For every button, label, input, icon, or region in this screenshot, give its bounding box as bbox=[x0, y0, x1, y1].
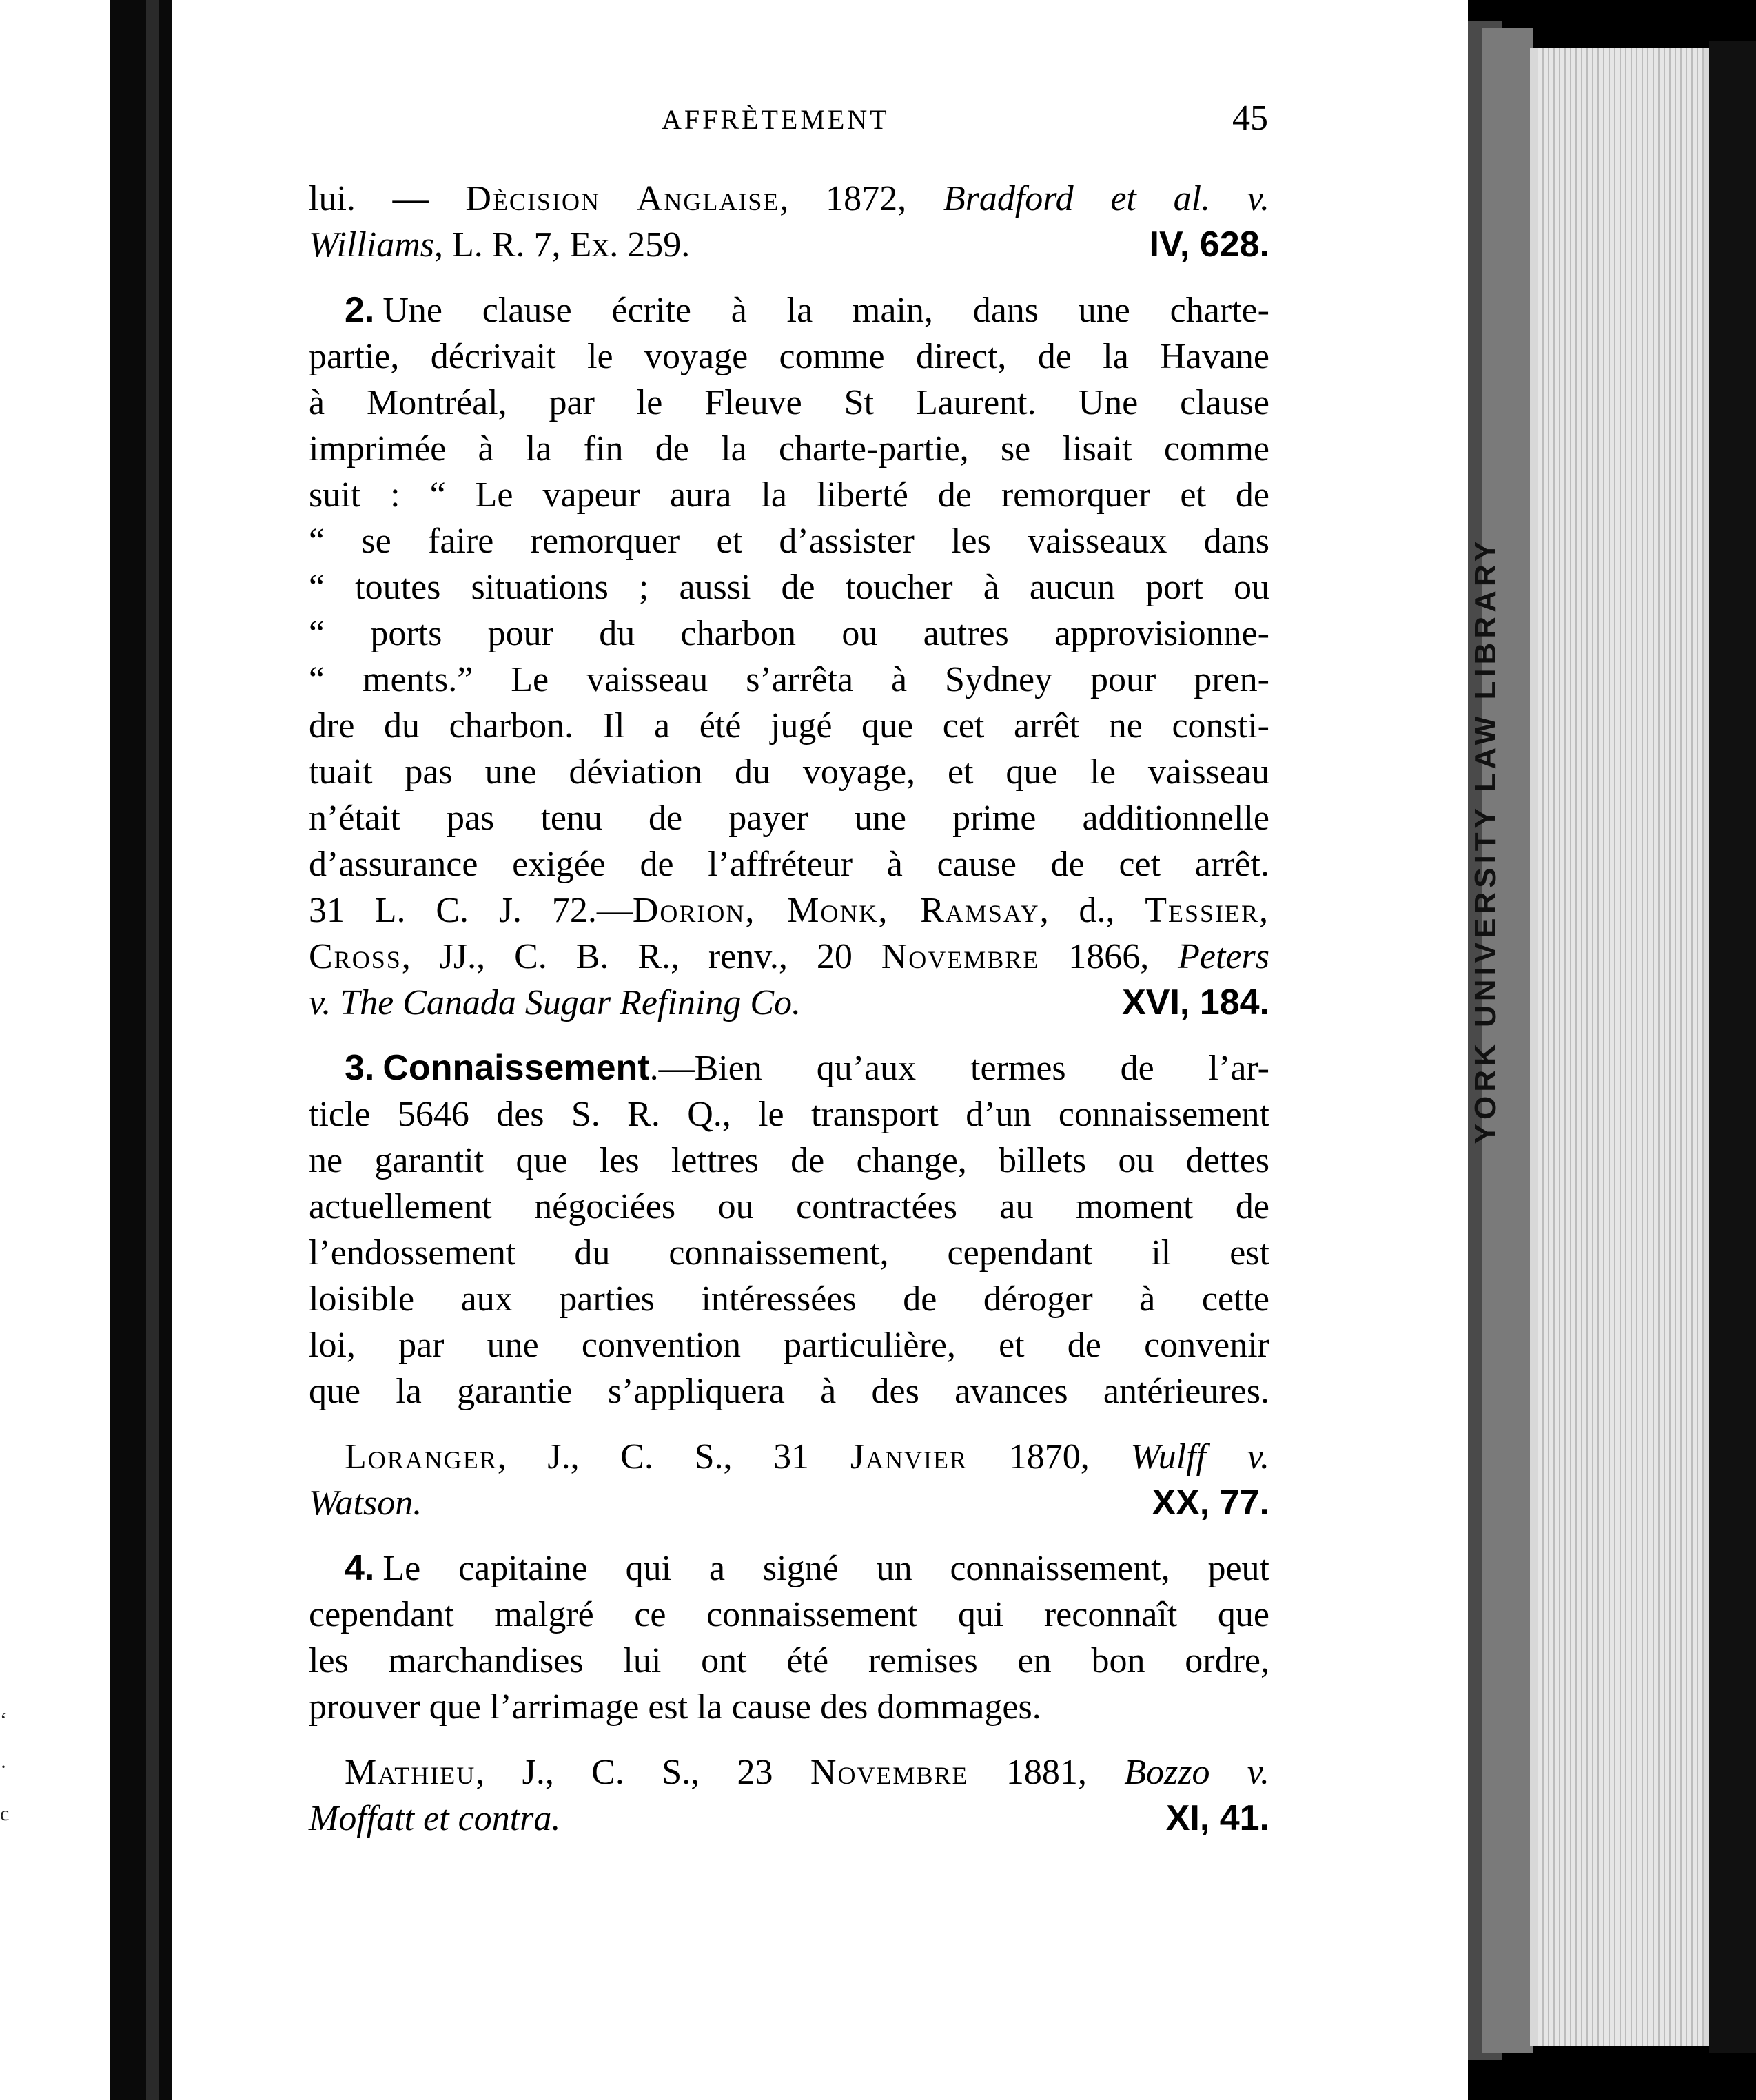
text-line: que la garantie s’appliquera à des avances antérieures. bbox=[309, 1372, 1269, 1411]
case-name: Bozzo v. bbox=[1124, 1753, 1270, 1792]
case-name: Williams bbox=[309, 225, 435, 265]
judges: Mathieu bbox=[345, 1753, 476, 1792]
paragraph-heading: Connaissement bbox=[382, 1048, 650, 1088]
text-line bbox=[309, 1480, 1269, 1526]
citation: , J., C. S., 31 bbox=[497, 1437, 810, 1476]
text-line bbox=[309, 176, 1269, 222]
case-name: Watson. bbox=[309, 1483, 422, 1523]
judges: Cross bbox=[309, 937, 402, 976]
text-line: ticle 5646 des S. R. Q., le transport d’un connaissement bbox=[309, 1095, 1269, 1134]
text-line bbox=[309, 1749, 1269, 1795]
text-run: lui. — bbox=[309, 179, 429, 218]
text-line bbox=[309, 887, 1269, 934]
case-name: Peters bbox=[1178, 937, 1269, 976]
volume-reference: XVI, 184. bbox=[1122, 982, 1269, 1022]
text-line: à Montréal, par le Fleuve St Laurent. Une clause bbox=[309, 383, 1269, 422]
background-edge bbox=[1709, 41, 1756, 2053]
text-line: partie, décrivait le voyage comme direct, de la Havane bbox=[309, 337, 1269, 376]
text-line: loisible aux parties intéressées de déroger à cette bbox=[309, 1279, 1269, 1319]
text-line bbox=[309, 1045, 1269, 1091]
text-line: suit : “ Le vapeur aura la liberté de remorquer et de bbox=[309, 475, 1269, 515]
text-run: , d., bbox=[1039, 891, 1115, 930]
text-line: actuellement négociées ou contractées au moment de bbox=[309, 1187, 1269, 1226]
text-line bbox=[309, 222, 1269, 268]
citation: , JJ., C. B. R., renv., 20 bbox=[401, 937, 853, 976]
page-stack-lines bbox=[1538, 48, 1704, 2046]
text-run: Une clause écrite à la main, dans une charte- bbox=[382, 291, 1269, 330]
text-line bbox=[309, 934, 1269, 980]
text-line: prouver que l’arrimage est la cause des dommages. bbox=[309, 1687, 1041, 1727]
case-name: v. The Canada Sugar Refining Co. bbox=[309, 983, 802, 1022]
text-line bbox=[309, 980, 1269, 1026]
text-line: d’assurance exigée de l’affréteur à cause de cet arrêt. bbox=[309, 845, 1269, 884]
text-run: 1881, bbox=[1005, 1753, 1087, 1792]
text-line: “ toutes situations ; aussi de toucher à aucun port ou bbox=[309, 568, 1269, 607]
volume-reference: XI, 41. bbox=[1165, 1798, 1269, 1838]
case-name: Wulff v. bbox=[1130, 1437, 1269, 1476]
text-line: les marchandises lui ont été remises en bon ordre, bbox=[309, 1641, 1269, 1680]
citation: , L. R. 7, Ex. 259. bbox=[434, 225, 691, 265]
case-name: Moffatt et contra. bbox=[309, 1799, 561, 1838]
text-run: Le capitaine qui a signé un connaissement, peut bbox=[382, 1549, 1269, 1588]
judges: Tessier, bbox=[1145, 891, 1270, 930]
text-line: “ ports pour du charbon ou autres approvisionne- bbox=[309, 614, 1269, 653]
text-line: ne garantit que les lettres de change, billets ou dettes bbox=[309, 1141, 1269, 1180]
citation: 31 L. C. J. 72.— bbox=[309, 891, 633, 930]
paragraph-number: 4. bbox=[345, 1548, 375, 1588]
text-line: n’était pas tenu de payer une prime additionnelle bbox=[309, 799, 1269, 838]
text-run: , 1872, bbox=[779, 179, 907, 218]
paragraph-number: 3. bbox=[345, 1048, 375, 1088]
judges: Loranger bbox=[345, 1437, 498, 1476]
text-line: cependant malgré ce connaissement qui reconnaît que bbox=[309, 1595, 1269, 1634]
text-run: .—Bien qu’aux termes de l’ar- bbox=[649, 1049, 1269, 1088]
text-line bbox=[309, 1434, 1269, 1480]
text-line bbox=[309, 287, 1269, 333]
text-line: “ ments.” Le vaisseau s’arrêta à Sydney pour pren- bbox=[309, 660, 1269, 699]
page-body bbox=[309, 176, 1269, 1842]
date-month: Janvier bbox=[850, 1437, 968, 1476]
page-number: 45 bbox=[1232, 99, 1268, 138]
date-month: Novembre bbox=[881, 937, 1040, 976]
text-line: l’endossement du connaissement, cependant il est bbox=[309, 1233, 1269, 1273]
volume-reference: IV, 628. bbox=[1149, 225, 1269, 265]
judges: Dorion, Monk, Ramsay bbox=[632, 891, 1040, 930]
text-run: 1870, bbox=[1008, 1437, 1090, 1476]
margin-marks: ‘ · c bbox=[0, 1709, 10, 1825]
citation: , J., C. S., 23 bbox=[476, 1753, 773, 1792]
binding-edge bbox=[146, 0, 159, 2100]
text-line: tuait pas une déviation du voyage, et que le vaisseau bbox=[309, 752, 1269, 792]
facing-page-edge bbox=[0, 0, 110, 2100]
library-stamp: YORK UNIVERSITY LAW LIBRARY bbox=[1469, 537, 1502, 1144]
case-name: Bradford et al. v. bbox=[943, 179, 1270, 218]
text-line bbox=[309, 1795, 1269, 1842]
text-line: imprimée à la fin de la charte-partie, se lisait comme bbox=[309, 429, 1269, 469]
text-run: 1866, bbox=[1068, 937, 1150, 976]
page-header bbox=[303, 99, 1268, 152]
paragraph-number: 2. bbox=[345, 290, 375, 330]
text-line: dre du charbon. Il a été jugé que cet arrêt ne consti- bbox=[309, 706, 1269, 745]
text-line bbox=[309, 1545, 1269, 1592]
running-head: AFFRÈTEMENT bbox=[662, 104, 890, 135]
date-month: Novembre bbox=[810, 1753, 969, 1792]
text-line: loi, par une convention particulière, et de convenir bbox=[309, 1326, 1269, 1365]
text-line: “ se faire remorquer et d’assister les vaisseaux dans bbox=[309, 522, 1269, 561]
volume-reference: XX, 77. bbox=[1152, 1483, 1269, 1523]
court-name: Dècision Anglaise bbox=[465, 179, 780, 218]
